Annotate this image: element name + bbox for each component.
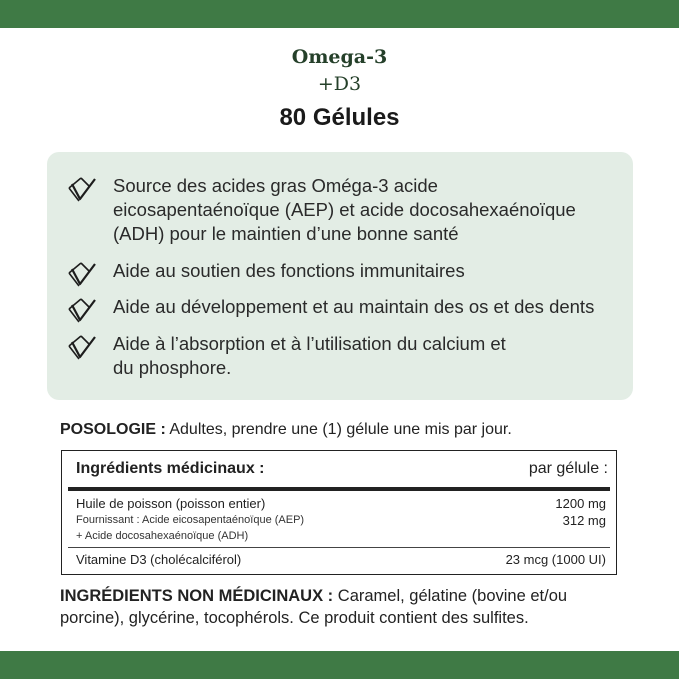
product-name: Omega-3	[291, 46, 388, 68]
product-addition: +D3	[317, 73, 362, 95]
medicinal-ingredients-table	[61, 450, 617, 575]
bottom-band	[0, 651, 679, 679]
benefit-line: Source des acides gras Oméga-3 acide	[113, 175, 438, 196]
benefit-line: Aide au soutien des fonctions immunitaires	[113, 260, 465, 281]
posology-text: Adultes, prendre une (1) gélule une mis par jour.	[165, 421, 512, 438]
ingredient-name: + Acide docosahexaénoïque (ADH)	[76, 530, 249, 542]
check-icon	[67, 261, 99, 289]
posology	[60, 421, 512, 439]
check-icon	[67, 297, 99, 325]
benefit-line: Aide à l’absorption et à l’utilisation du calcium et	[113, 333, 506, 354]
table-rule	[68, 487, 610, 491]
benefit-line: (ADH) pour le maintien d’une bonne santé	[113, 223, 459, 244]
capsule-count: 80 Gélules	[279, 104, 400, 131]
per-capsule-header: par gélule :	[528, 460, 608, 477]
ingredient-name: Huile de poisson (poisson entier)	[76, 496, 266, 511]
non-medicinal-text: Caramel, gélatine (bovine et/ou porcine), glycérine, tocophérols. Ce produit contient des sulfites.	[60, 587, 568, 627]
ingredient-amount: 23 mcg (1000 UI)	[505, 552, 606, 567]
top-band	[0, 0, 679, 28]
ingredient-amount: 312 mg	[562, 513, 606, 528]
non-medicinal-label: INGRÉDIENTS NON MÉDICINAUX :	[60, 587, 334, 605]
ingredients-heading: Ingrédients médicinaux :	[76, 460, 265, 477]
check-icon	[67, 176, 99, 204]
ingredient-name: Fournissant : Acide eicosapentaénoïque (AEP)	[76, 514, 305, 526]
ingredient-amount: 1200 mg	[555, 496, 606, 511]
benefit-line: eicosapentaénoïque (AEP) et acide docosahexaénoïque	[113, 199, 576, 220]
benefit-line: du phosphore.	[113, 357, 232, 378]
ingredient-name: Vitamine D3 (cholécalciférol)	[76, 552, 242, 567]
check-icon	[67, 334, 99, 362]
benefit-line: Aide au développement et au maintain des os et des dents	[113, 296, 595, 317]
posology-label: POSOLOGIE :	[60, 421, 166, 438]
table-divider	[68, 547, 610, 548]
benefits-panel	[47, 152, 633, 400]
non-medicinal-ingredients	[60, 585, 630, 629]
